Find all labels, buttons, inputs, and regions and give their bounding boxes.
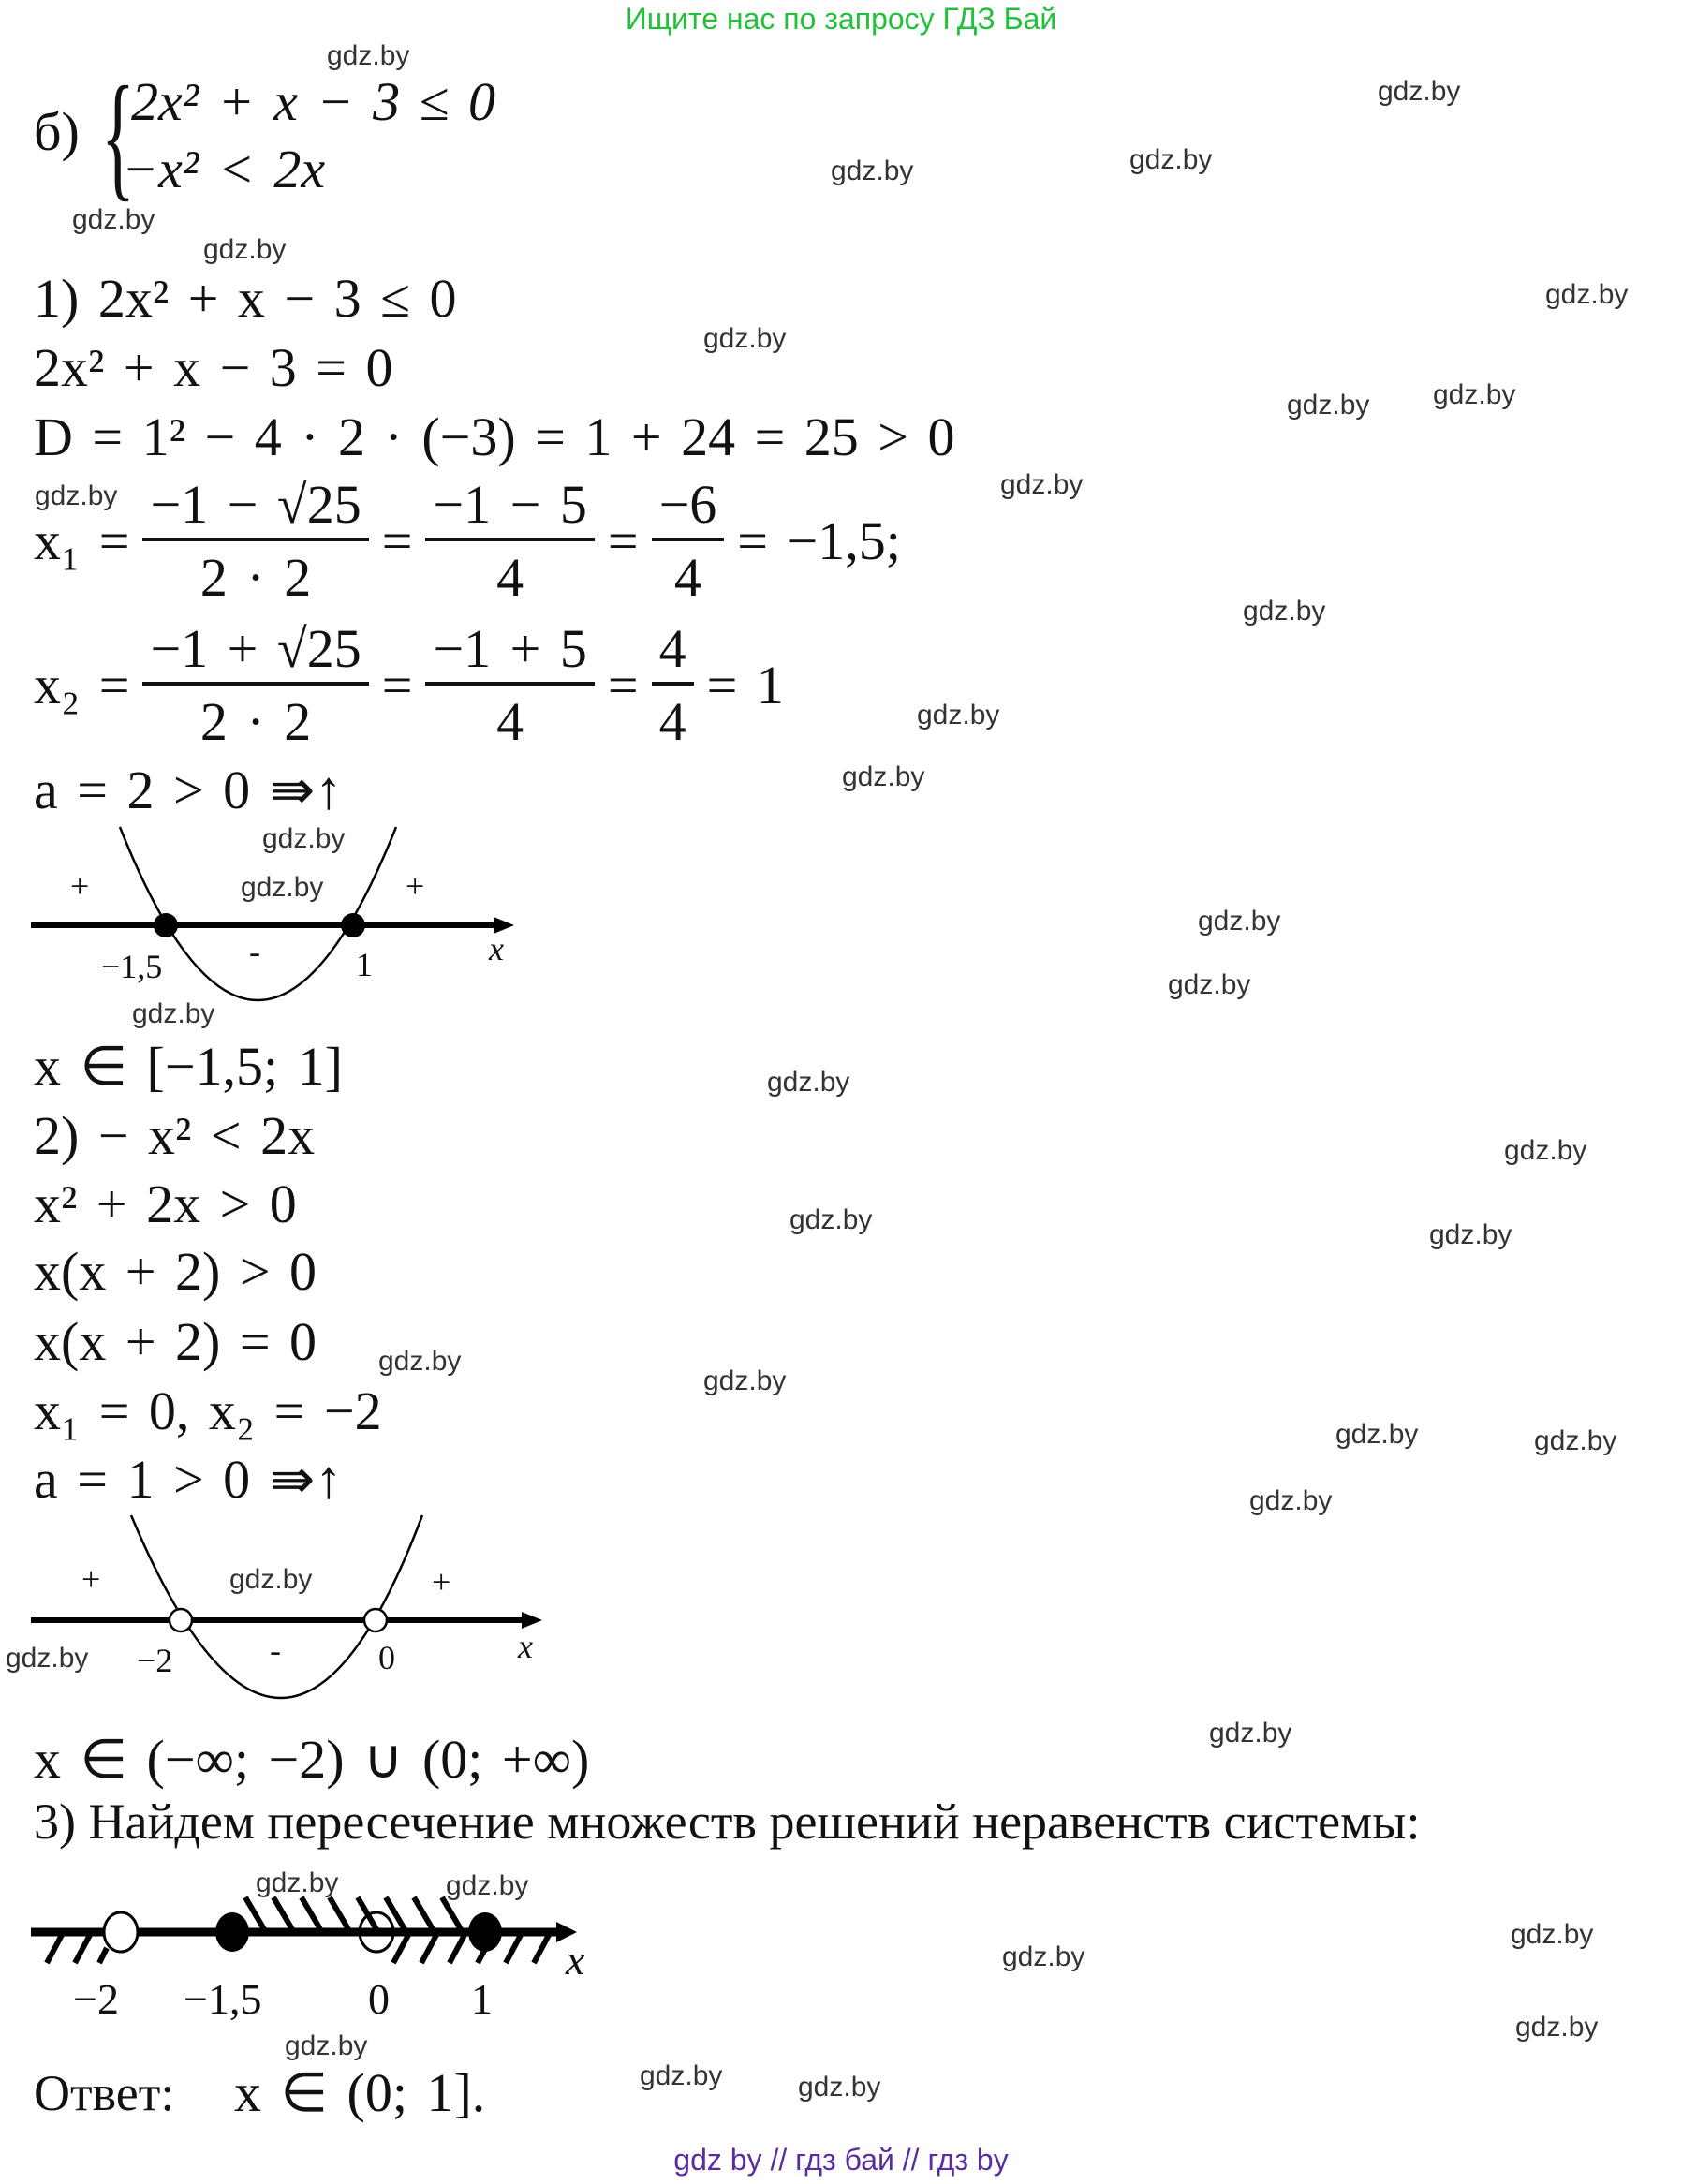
hatch-above — [245, 1897, 461, 1929]
watermark: gdz.by — [229, 1564, 313, 1595]
numerator: 4 — [658, 618, 686, 679]
tick-label: −1,5 — [184, 1975, 262, 2023]
numerator: −1 + √25 — [150, 618, 361, 679]
watermark: gdz.by — [262, 823, 346, 854]
open-point — [364, 1609, 387, 1631]
step2-line: x(x + 2) = 0 — [34, 1311, 317, 1372]
watermark: gdz.by — [703, 323, 787, 354]
denominator: 4 — [425, 682, 594, 749]
tick-label: 1 — [471, 1975, 493, 2023]
watermark: gdz.by — [241, 872, 324, 903]
watermark: gdz.by — [1198, 906, 1281, 937]
step1-title: 1) 2x² + x − 3 ≤ 0 — [34, 268, 457, 329]
watermark: gdz.by — [1129, 144, 1213, 175]
watermark: gdz.by — [1287, 390, 1370, 421]
watermark: gdz.by — [132, 998, 215, 1029]
axis-label: x — [566, 1936, 585, 1984]
step1-answer: x ∈ [−1,5; 1] — [34, 1036, 343, 1097]
system-line-2: −x² < 2x — [122, 139, 326, 199]
denominator: 2 · 2 — [142, 538, 368, 605]
step3-title: 3) Найдем пересечение множеств решений неравенств системы: — [34, 1793, 1421, 1850]
denominator: 4 — [652, 538, 725, 605]
answer-label: Ответ: — [34, 2065, 175, 2121]
closed-point — [468, 1912, 502, 1952]
watermark: gdz.by — [831, 155, 914, 186]
watermark: gdz.by — [378, 1346, 462, 1377]
watermark: gdz.by — [1000, 469, 1084, 500]
watermark: gdz.by — [1335, 1419, 1419, 1450]
root-label: −1,5 — [101, 948, 163, 985]
x1-result: = −1,5; — [737, 510, 901, 571]
watermark: gdz.by — [1378, 76, 1461, 107]
axis-label: x — [489, 930, 504, 967]
system-line-1: 2x² + x − 3 ≤ 0 — [131, 71, 495, 132]
sign-plus: + — [81, 1560, 101, 1598]
watermark: gdz.by — [256, 1867, 339, 1898]
root-label: 1 — [356, 946, 373, 983]
denominator: 2 · 2 — [142, 682, 368, 749]
watermark: gdz.by — [789, 1204, 873, 1235]
step2-title: 2) − x² < 2x — [34, 1105, 316, 1166]
open-point — [104, 1912, 138, 1952]
closed-point — [215, 1912, 249, 1952]
equals: = — [381, 510, 413, 571]
tick-label: 0 — [368, 1975, 390, 2023]
watermark: gdz.by — [798, 2072, 881, 2103]
watermark: gdz.by — [1002, 1941, 1085, 1972]
watermark: gdz.by — [1249, 1485, 1333, 1516]
sign-minus: - — [249, 933, 260, 970]
step2-line: x² + 2x > 0 — [34, 1173, 297, 1234]
numerator: −1 − √25 — [150, 474, 361, 535]
axis-label: x — [518, 1628, 533, 1665]
watermark: gdz.by — [72, 204, 155, 235]
watermark: gdz.by — [640, 2060, 723, 2091]
search-banner: Ищите нас по запросу ГДЗ Бай — [625, 2, 1057, 36]
watermark: gdz.by — [1504, 1135, 1587, 1166]
closed-point — [154, 913, 178, 937]
system-brace: { — [101, 58, 135, 214]
watermark: gdz.by — [1545, 279, 1629, 310]
open-point — [170, 1609, 192, 1631]
step2-answer: x ∈ (−∞; −2) ∪ (0; +∞) — [34, 1729, 590, 1790]
watermark: gdz.by — [35, 480, 118, 511]
denominator: 4 — [652, 682, 694, 749]
sign-plus: + — [432, 1563, 451, 1601]
equals: = — [381, 655, 413, 716]
watermark: gdz.by — [203, 234, 287, 265]
parabola-graph-2 — [31, 1515, 542, 1698]
step2-line: x(x + 2) > 0 — [34, 1241, 317, 1302]
watermark: gdz.by — [327, 40, 410, 71]
watermark: gdz.by — [285, 2030, 368, 2061]
footer-links[interactable]: gdz by // гдз бай // гдз by — [673, 2143, 1009, 2177]
watermark: gdz.by — [1433, 379, 1516, 410]
root-label: −2 — [137, 1642, 173, 1679]
axis-arrow — [522, 1612, 542, 1629]
numerator: −6 — [658, 474, 717, 535]
watermark: gdz.by — [6, 1643, 89, 1674]
answer-value: x ∈ (0; 1]. — [234, 2062, 486, 2123]
watermark: gdz.by — [767, 1067, 850, 1098]
numerator: −1 − 5 — [433, 474, 587, 535]
step1-equation: 2x² + x − 3 = 0 — [34, 337, 393, 398]
watermark: gdz.by — [1243, 596, 1326, 627]
watermark: gdz.by — [842, 761, 925, 792]
watermark: gdz.by — [1515, 2012, 1599, 2043]
watermark: gdz.by — [917, 700, 1000, 730]
root-label: 0 — [378, 1639, 395, 1676]
denominator: 4 — [425, 538, 594, 605]
part-label: б) — [34, 101, 80, 162]
closed-point — [341, 913, 365, 937]
tick-label: −2 — [73, 1975, 119, 2023]
watermark: gdz.by — [446, 1870, 529, 1901]
watermark: gdz.by — [1209, 1718, 1292, 1749]
x2-result: = 1 — [706, 655, 784, 716]
numerator: −1 + 5 — [433, 618, 587, 679]
watermark: gdz.by — [1168, 969, 1251, 1000]
sign-minus: - — [270, 1631, 281, 1669]
x2-lhs: x₂ = — [34, 655, 130, 716]
intersection-graph — [31, 1897, 577, 1963]
watermark: gdz.by — [1429, 1219, 1512, 1250]
watermark: gdz.by — [1511, 1919, 1594, 1950]
watermark: gdz.by — [1534, 1425, 1617, 1456]
branches-1: a = 2 > 0 ⇛↑ — [34, 760, 343, 820]
discriminant: D = 1² − 4 · 2 · (−3) = 1 + 24 = 25 > 0 — [34, 406, 955, 467]
branches-2: a = 1 > 0 ⇛↑ — [34, 1449, 343, 1510]
watermark: gdz.by — [703, 1365, 787, 1396]
sign-plus: + — [406, 867, 425, 905]
sign-plus: + — [70, 867, 90, 905]
step2-line: x₁ = 0, x₂ = −2 — [34, 1380, 382, 1441]
x1-lhs: x₁ = — [34, 510, 130, 571]
equals: = — [607, 655, 639, 716]
equals: = — [607, 510, 639, 571]
